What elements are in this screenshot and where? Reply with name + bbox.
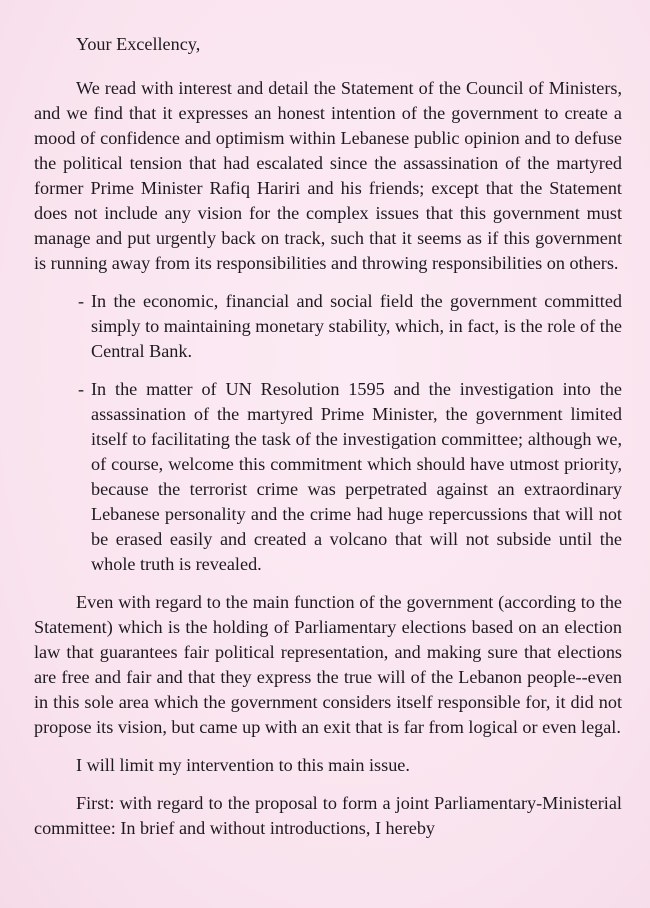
paragraph-limit: I will limit my intervention to this main issue. [76, 755, 410, 775]
paragraph-elections: Even with regard to the main function of the government (according to the Statement) which is the holding of Parliamentary elections based on an election law that guarantees fair political representation, and making sure that elections are free and fair and that they express the true will of the Lebanon people--even in this sole area which the government considers itself responsible for, it did not propose its vision, but came up with an exit that is far from logical or even legal. [34, 592, 622, 737]
bullet-list [34, 289, 622, 577]
bullet-dash: - [78, 379, 85, 399]
bullet-text: In the matter of UN Resolution 1595 and the investigation into the assassination of the martyred Prime Minister, the government limited itself to facilitating the task of the investigation committee; although we, of course, welcome this commitment which should have utmost priority, because the terrorist crime was perpetrated against an extraordinary Lebanese personality and the crime had huge repercussions that will not be erased easily and created a volcano that will not subside until the whole truth is revealed. [91, 379, 622, 574]
bullet-un-resolution [34, 377, 622, 577]
bullet-economic [34, 289, 622, 364]
paragraph-first: First: with regard to the proposal to form a joint Parliamentary-Ministerial committee: In brief and without introductions, I hereby [34, 793, 622, 838]
salutation: Your Excellency, [76, 34, 201, 54]
paragraph-intro: We read with interest and detail the Statement of the Council of Ministers, and we find that it expresses an honest intention of the government to create a mood of confidence and optimism within Lebanese public opinion and to defuse the political tension that had escalated since the assassination of the martyred former Prime Minister Rafiq Hariri and his friends; except that the Statement does not include any vision for the complex issues that this government must manage and put urgently back on track, such that it seems as if this government is running away from its responsibilities and throwing responsibilities on others. [34, 78, 622, 273]
bullet-dash: - [78, 291, 85, 311]
bullet-text: In the economic, financial and social field the government committed simply to maintaining monetary stability, which, in fact, is the role of the Central Bank. [91, 291, 622, 361]
